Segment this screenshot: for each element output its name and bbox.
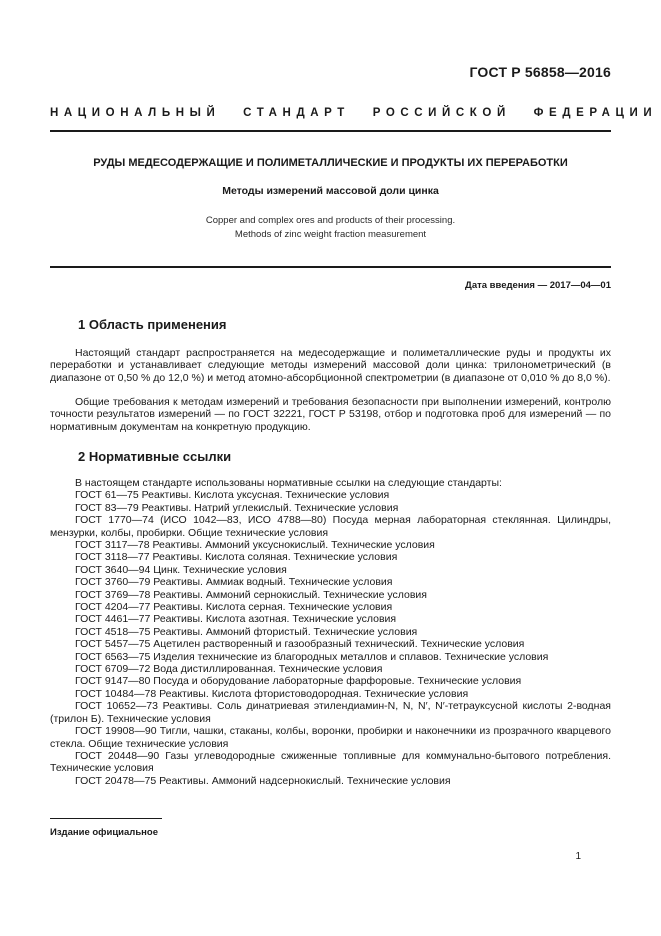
title-divider	[50, 266, 611, 268]
reference-item: ГОСТ 1770—74 (ИСО 1042—83, ИСО 4788—80) Посуда мерная лабораторная стеклянная. Цилиндры, мензурки, колбы, пробирки. Общие технические условия	[50, 514, 611, 539]
reference-item: ГОСТ 3640—94 Цинк. Технические условия	[75, 563, 287, 576]
english-title-line-1: Copper and complex ores and products of their processing.	[205, 215, 456, 226]
reference-item: ГОСТ 9147—80 Посуда и оборудование лабораторные фарфоровые. Технические условия	[75, 675, 522, 688]
reference-item: ГОСТ 3769—78 Реактивы. Аммоний сернокислый. Технические условия	[75, 588, 427, 601]
edition-note: Издание официальное	[50, 827, 158, 838]
section-1-paragraph-1: Настоящий стандарт распространяется на медесодержащие и полиметаллические руды и продукты их переработки и устанавливает следующие методы измерений массовой доли цинка: трилонометрический (в диапазоне от 0,50 % до 12,0 %) и метод атомно-абсорбционной спектрометрии (в диапазоне от 0,010 % до 8,0 %).	[50, 347, 611, 384]
reference-item: ГОСТ 6563—75 Изделия технические из благородных металлов и сплавов. Технические условия	[75, 650, 549, 663]
footer-divider	[50, 818, 162, 819]
section-1-paragraph-2: Общие требования к методам измерений и требования безопасности при выполнении измерений, контролю точности результатов измерений — по ГОСТ 32221, ГОСТ Р 53198, отбор и подготовка проб для измерений — по нормативным документам на конкретную продукцию.	[50, 396, 611, 433]
reference-item: ГОСТ 20478—75 Реактивы. Аммоний надсернокислый. Технические условия	[75, 774, 451, 787]
reference-item: ГОСТ 10484—78 Реактивы. Кислота фтористоводородная. Технические условия	[75, 687, 469, 700]
reference-item: ГОСТ 3118—77 Реактивы. Кислота соляная. Технические условия	[75, 551, 398, 564]
section-2-intro: В настоящем стандарте использованы нормативные ссылки на следующие стандарты:	[75, 477, 502, 489]
reference-item: ГОСТ 20448—90 Газы углеводородные сжиженные топливные для коммунально-бытового потребления. Технические условия	[50, 749, 611, 775]
standard-type-heading: НАЦИОНАЛЬНЫЙ СТАНДАРТ РОССИЙСКОЙ ФЕДЕРАЦИИ	[50, 107, 658, 119]
reference-item: ГОСТ 19908—90 Тигли, чашки, стаканы, колбы, воронки, пробирки и наконечники из прозрачного кварцевого стекла. Общие технические условия	[50, 725, 611, 750]
reference-item: ГОСТ 10652—73 Реактивы. Соль динатриевая этилендиамин-N, N, N′, N′-тетрауксусной кислоты 2-водная (трилон Б). Технические условия	[50, 700, 611, 725]
reference-item: ГОСТ 3760—79 Реактивы. Аммиак водный. Технические условия	[75, 576, 393, 589]
document-subtitle: Методы измерений массовой доли цинка	[222, 185, 439, 197]
document-title: РУДЫ МЕДЕСОДЕРЖАЩИЕ И ПОЛИМЕТАЛЛИЧЕСКИЕ И ПРОДУКТЫ ИХ ПЕРЕРАБОТКИ	[93, 157, 568, 169]
header-divider	[50, 130, 611, 132]
section-1-title: 1 Область применения	[78, 317, 227, 332]
reference-item: ГОСТ 83—79 Реактивы. Натрий углекислый. Технические условия	[75, 501, 399, 514]
reference-item: ГОСТ 4518—75 Реактивы. Аммоний фтористый. Технические условия	[75, 625, 418, 638]
document-number: ГОСТ Р 56858—2016	[469, 64, 611, 80]
english-title	[50, 214, 611, 242]
reference-item: ГОСТ 4204—77 Реактивы. Кислота серная. Технические условия	[75, 601, 393, 614]
reference-item: ГОСТ 61—75 Реактивы. Кислота уксусная. Технические условия	[75, 489, 390, 502]
reference-item: ГОСТ 6709—72 Вода дистиллированная. Технические условия	[75, 663, 383, 676]
section-2-title: 2 Нормативные ссылки	[78, 449, 232, 464]
reference-item: ГОСТ 3117—78 Реактивы. Аммоний уксуснокислый. Технические условия	[75, 539, 435, 552]
page-number: 1	[575, 851, 581, 862]
reference-item: ГОСТ 5457—75 Ацетилен растворенный и газообразный технический. Технические условия	[75, 638, 525, 651]
normative-references-list	[50, 489, 611, 787]
reference-item: ГОСТ 4461—77 Реактивы. Кислота азотная. Технические условия	[75, 613, 397, 626]
english-title-line-2: Methods of zinc weight fraction measurement	[234, 229, 427, 240]
introduction-date: Дата введения — 2017—04—01	[465, 280, 611, 291]
